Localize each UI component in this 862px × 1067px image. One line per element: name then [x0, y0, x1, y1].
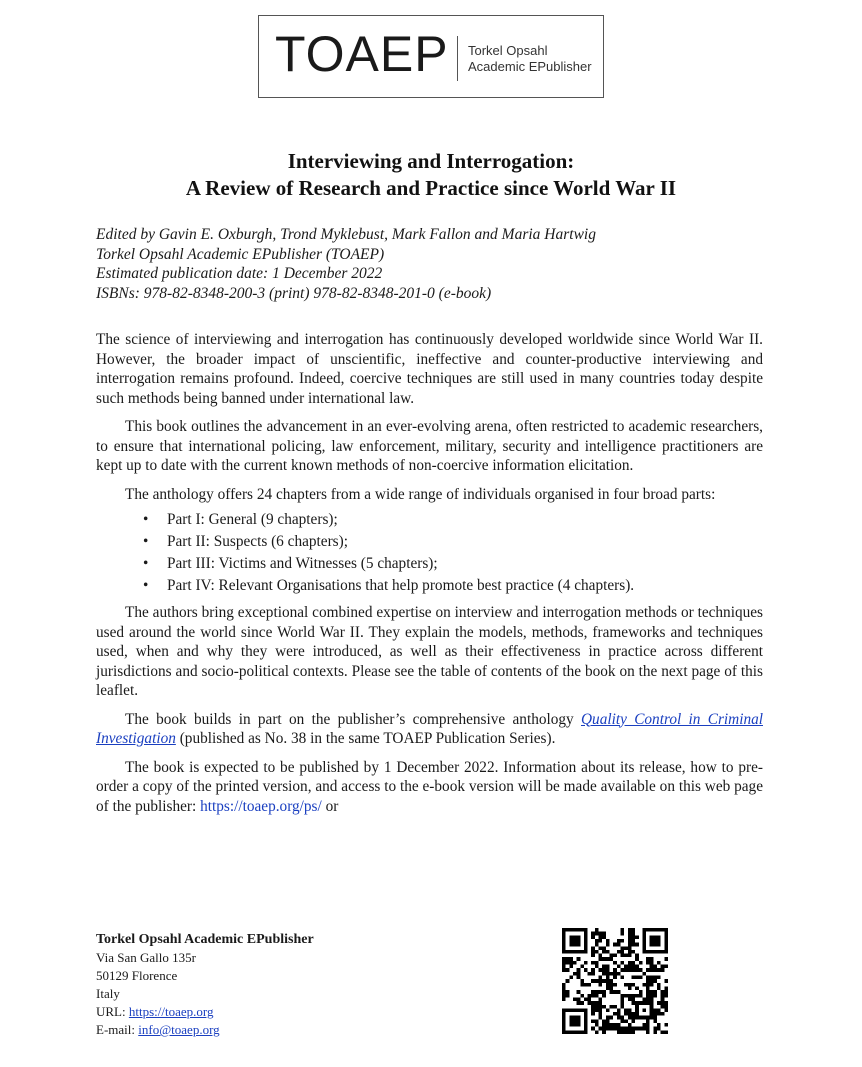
paragraph-4: The authors bring exceptional combined expertise on interview and interrogation methods or techniques used around the world since World War II. They explain the models, methods, frameworks and techniques used, when and why they were introduced, as well as their effectiveness in practice across different jurisdictions and socio-political contexts. Please see the table of contents of the book on the next page of this leaflet. [96, 604, 763, 699]
parts-list [96, 509, 763, 597]
list-item-text: Part I: General (9 chapters); [167, 511, 338, 528]
email-line [96, 1021, 314, 1039]
title-line2: A Review of Research and Practice since World War II [185, 176, 677, 200]
paragraph-5-text-start: The book builds in part on the publisher’s comprehensive anthology [125, 710, 581, 728]
document-body [96, 330, 763, 825]
publisher-line: Torkel Opsahl Academic EPublisher (TOAEP) [96, 245, 385, 263]
bullet-icon: • [143, 511, 149, 528]
address-street: Via San Gallo 135r [96, 950, 196, 965]
bullet-icon: • [143, 555, 149, 572]
paragraph-6 [96, 758, 763, 817]
logo-subtitle-line2: Academic EPublisher [468, 59, 592, 74]
bullet-icon: • [143, 533, 149, 550]
email-label: E-mail: [96, 1022, 139, 1037]
logo-wordmark: TOAEP [275, 26, 449, 82]
publisher-logo [258, 15, 604, 98]
list-item-text: Part IV: Relevant Organisations that help promote best practice (4 chapters). [167, 577, 635, 594]
address-country: Italy [96, 986, 120, 1001]
editors: Edited by Gavin E. Oxburgh, Trond Myklebust, Mark Fallon and Maria Hartwig [96, 226, 596, 243]
quality-control-link[interactable]: Quality Control in Criminal Investigation [96, 710, 763, 747]
list-item [143, 531, 763, 553]
list-item [143, 575, 763, 597]
email-link[interactable]: info@toaep.org [138, 1022, 220, 1037]
list-item [143, 509, 763, 531]
list-item-text: Part III: Victims and Witnesses (5 chapters); [167, 555, 438, 572]
logo-subtitle-line1: Torkel Opsahl [468, 43, 548, 58]
paragraph-1: The science of interviewing and interrogation has continuously developed worldwide since World War II. However, the broader impact of unscientific, ineffective and counter-productive interviewing and interrogation remains profound. Indeed, coercive techniques are still used in many countries today despite such methods being banned under international law. [96, 331, 763, 407]
paragraph-5 [96, 710, 763, 749]
bullet-icon: • [143, 577, 149, 594]
logo-divider [457, 36, 458, 81]
website-link[interactable]: https://toaep.org [128, 1004, 214, 1019]
paragraph-3: The anthology offers 24 chapters from a wide range of individuals organised in four broad parts: [125, 485, 716, 503]
url-label: URL: [96, 1004, 129, 1019]
paragraph-6-text-start: The book is expected to be published by 1 December 2022. Information about its release, how to pre-order a copy of the printed version, and access to the e-book version will be made available on this web page of the publisher: [96, 758, 763, 815]
isbn-line: ISBNs: 978-82-8348-200-3 (print) 978-82-8348-201-0 (e-book) [96, 284, 492, 302]
url-line [96, 1003, 314, 1021]
paragraph-2: This book outlines the advancement in an ever-evolving arena, often restricted to academic researchers, to ensure that international policing, law enforcement, military, security and intelligence practitioners are kept up to date with the current known methods of non-coercive information elicitation. [96, 418, 763, 474]
logo-subtitle [468, 43, 592, 75]
title-line1: Interviewing and Interrogation: [287, 149, 575, 173]
paragraph-5-text-end: (published as No. 38 in the same TOAEP Publication Series). [175, 730, 556, 747]
publisher-address [96, 931, 314, 1039]
publisher-name: Torkel Opsahl Academic EPublisher [96, 932, 314, 947]
list-item [143, 553, 763, 575]
qr-code-icon[interactable] [562, 928, 668, 1034]
document-title [0, 148, 862, 202]
address-city: 50129 Florence [96, 968, 178, 983]
book-metadata [96, 225, 596, 303]
paragraph-6-text-end: or [321, 797, 339, 815]
publication-date: Estimated publication date: 1 December 2022 [96, 265, 383, 282]
list-item-text: Part II: Suspects (6 chapters); [167, 533, 348, 550]
publisher-web-link[interactable]: https://toaep.org/ps/ [200, 797, 322, 815]
